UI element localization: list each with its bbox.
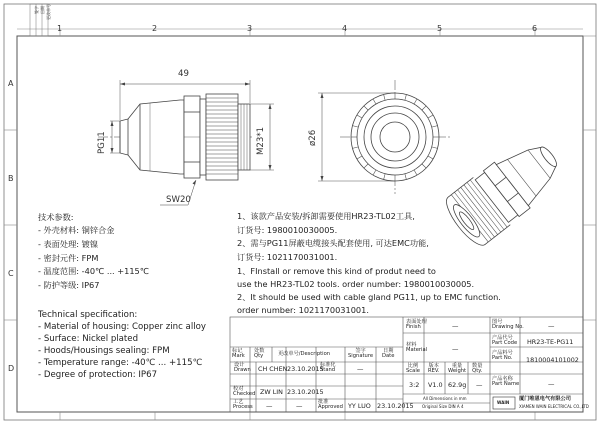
standardization-value: — — [357, 365, 364, 373]
part-name-label: 产品名称 Part Name — [492, 376, 520, 388]
rev-label: 版本 REV. — [428, 363, 440, 375]
column-label-6: 6 — [532, 24, 538, 33]
corner-stamp-change-no: 更改单号 — [46, 4, 51, 20]
part-code-label: 产品代号 Part Code — [492, 335, 518, 347]
process-name: — — [266, 402, 273, 410]
instruction-cn-line: 订货号: 1021170031001. — [237, 252, 338, 262]
weight-value: 62.9g — [448, 381, 467, 389]
isometric-view — [440, 131, 570, 251]
rev-header-description: 更改单号/Description — [278, 351, 331, 357]
dimension-length-label: 49 — [178, 69, 189, 79]
row-label-b: B — [8, 174, 14, 183]
rev-header-count: 处数 Qty — [254, 348, 265, 360]
part-code-value: HR23-TE-PG11 — [527, 338, 574, 346]
column-label-4: 4 — [342, 24, 348, 33]
notes-cn-item: - 外壳材料: 铜锌合金 — [38, 225, 115, 235]
column-label-3: 3 — [247, 24, 253, 33]
part-no-label: 产品料号 Part No. — [492, 350, 513, 362]
company-logo-text: WAIN — [497, 400, 510, 405]
row-label-a: A — [8, 79, 14, 88]
drawn-name: CH CHEN — [258, 365, 288, 373]
dimension-wrench-label: SW20 — [166, 195, 191, 205]
spec-en-item: - Degree of protection: IP67 — [38, 370, 158, 380]
approved-label: 批准 Approved — [318, 399, 343, 411]
original-size-note: Original Size DIN A 4 — [422, 404, 464, 409]
corner-stamp-signature: 签字 — [34, 6, 39, 14]
company-name-en: XIAMEN WAIN ELECTRICAL CO.,LTD — [519, 404, 589, 409]
weight-label: 重量 Weight — [448, 363, 467, 375]
scale-label: 比例 Scale — [406, 363, 420, 375]
corner-stamp-date: 日期 — [40, 6, 45, 14]
company-name-cn: 厦门唯恩电气有限公司 — [519, 396, 571, 402]
instruction-cn-line: 订货号: 1980010030005. — [237, 225, 338, 235]
rev-header-mark: 标记 Mark — [232, 348, 245, 360]
approved-date: 23.10.2015 — [377, 402, 414, 410]
spec-en-item: - Material of housing: Copper zinc alloy — [38, 322, 206, 332]
checked-label: 校对 Checked — [233, 386, 256, 398]
drawn-label: 设计 Drawn — [234, 362, 251, 374]
drawn-date: 23.10.2015 — [287, 365, 324, 373]
scale-value: 3:2 — [409, 381, 420, 389]
qty-label: 数量 Qty. — [472, 363, 483, 375]
spec-en-item: - Hoods/Housings sealing: FPM — [38, 346, 170, 356]
column-label-5: 5 — [437, 24, 443, 33]
instruction-en-line: 1、FInstall or remove this kind of produt need to — [237, 266, 436, 276]
approved-name: YY LUO — [348, 402, 371, 410]
standardization-label: 标准化 Stand — [320, 362, 336, 374]
part-name-value: — — [548, 380, 555, 388]
rev-header-date: 日期 Date — [382, 348, 395, 360]
checked-date: 23.10.2015 — [287, 388, 324, 396]
rev-value: V1.0 — [428, 381, 443, 389]
end-view — [318, 80, 450, 194]
instruction-en-line: use the HR23-TL02 tools. order number: 1980010030005. — [237, 279, 475, 289]
instruction-en-line: 2、It should be used with cable gland PG11, up to EMC function. — [237, 292, 501, 302]
process-label: 工艺 Process — [233, 399, 253, 411]
rev-header-signature: 签字 Signature — [348, 348, 374, 360]
finish-label: 表面处理 Finish — [406, 319, 427, 331]
side-view — [98, 80, 274, 205]
dimension-pg11-label: PG11 — [97, 131, 107, 154]
spec-en-item: - Surface: Nickel plated — [38, 334, 139, 344]
instruction-en-line: order number: 1021170031001. — [237, 305, 369, 315]
dimension-diameter-label: ø26 — [308, 129, 318, 146]
notes-cn-item: - 温度范围: -40℃ ... +115℃ — [38, 266, 149, 276]
spec-en-title: Technical specification: — [38, 310, 138, 320]
qty-value: — — [476, 381, 483, 389]
notes-cn-item: - 表面处理: 镀镍 — [38, 239, 99, 249]
notes-cn-title: 技术参数: — [38, 212, 74, 222]
spec-en-item: - Temperature range: -40℃ ... +115℃ — [38, 358, 203, 368]
notes-cn-item: - 防护等级: IP67 — [38, 280, 100, 290]
finish-value: — — [452, 322, 459, 330]
row-label-d: D — [8, 364, 15, 373]
material-value: — — [452, 345, 459, 353]
part-no-value: 1810004101002 — [526, 356, 579, 364]
column-label-1: 1 — [57, 24, 63, 33]
instruction-cn-line: 1、该款产品安装/拆卸需要使用HR23-TL02工具, — [237, 211, 415, 221]
units-note: All Dimensions in mm — [423, 396, 467, 401]
notes-cn-item: - 密封元件: FPM — [38, 253, 99, 263]
process-date: — — [296, 402, 303, 410]
dimension-thread-label: M23*1 — [256, 126, 266, 155]
drawing-no-value: — — [548, 322, 555, 330]
row-label-c: C — [8, 269, 14, 278]
instruction-cn-line: 2、需与PG11屏蔽电缆接头配套使用, 可达EMC功能, — [237, 238, 429, 248]
column-label-2: 2 — [152, 24, 158, 33]
checked-name: ZW LIN — [260, 388, 283, 396]
drawing-no-label: 图号 Drawing No. — [492, 319, 524, 331]
material-label: 材料 Material — [406, 342, 428, 354]
